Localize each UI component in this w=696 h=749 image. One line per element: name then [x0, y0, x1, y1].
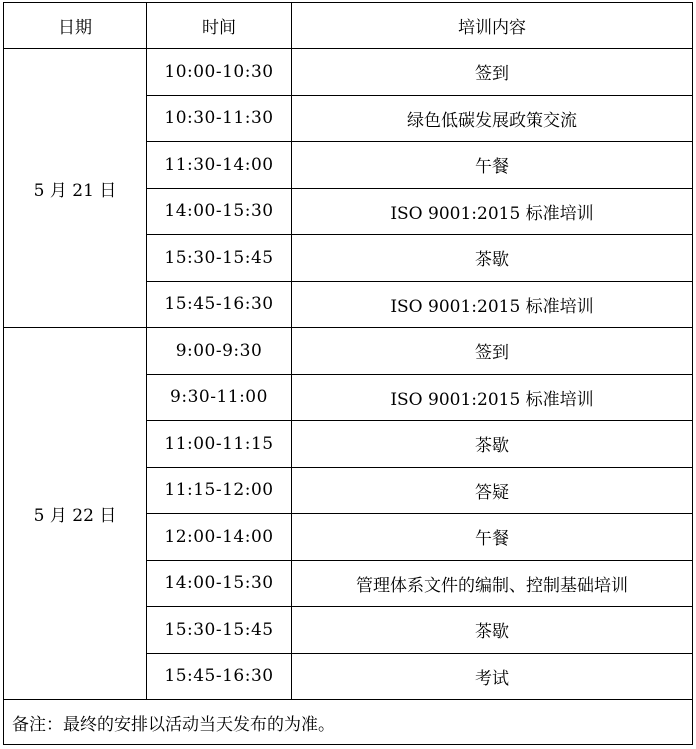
time-cell: 10:30-11:30	[147, 95, 292, 142]
time-cell: 9:00-9:30	[147, 328, 292, 375]
note-row	[4, 700, 693, 745]
time-cell: 15:45-16:30	[147, 653, 292, 700]
time-cell: 15:30-15:45	[147, 607, 292, 654]
header-time: 时间	[147, 3, 292, 49]
content-cell: 茶歇	[292, 607, 693, 654]
content-cell: 管理体系文件的编制、控制基础培训	[292, 560, 693, 607]
time-cell: 10:00-10:30	[147, 49, 292, 96]
time-cell: 14:00-15:30	[147, 188, 292, 235]
date-cell: 5 月 22 日	[4, 328, 147, 700]
time-cell: 9:30-11:00	[147, 374, 292, 421]
time-cell: 14:00-15:30	[147, 560, 292, 607]
content-cell: 茶歇	[292, 421, 693, 468]
note-text: 备注：最终的安排以活动当天发布的为准。	[4, 700, 693, 745]
content-cell: ISO 9001:2015 标准培训	[292, 188, 693, 235]
table-row	[4, 328, 693, 375]
training-schedule-table	[3, 2, 693, 745]
time-cell: 11:15-12:00	[147, 467, 292, 514]
time-cell: 15:45-16:30	[147, 281, 292, 328]
content-cell: 答疑	[292, 467, 693, 514]
content-cell: 签到	[292, 49, 693, 96]
content-cell: 考试	[292, 653, 693, 700]
table-body	[4, 49, 693, 700]
table-header-row	[4, 3, 693, 49]
header-date: 日期	[4, 3, 147, 49]
content-cell: ISO 9001:2015 标准培训	[292, 281, 693, 328]
content-cell: 签到	[292, 328, 693, 375]
date-cell: 5 月 21 日	[4, 49, 147, 328]
time-cell: 11:00-11:15	[147, 421, 292, 468]
content-cell: 茶歇	[292, 235, 693, 282]
table-row	[4, 49, 693, 96]
content-cell: 绿色低碳发展政策交流	[292, 95, 693, 142]
content-cell: 午餐	[292, 142, 693, 189]
header-content: 培训内容	[292, 3, 693, 49]
content-cell: 午餐	[292, 514, 693, 561]
time-cell: 15:30-15:45	[147, 235, 292, 282]
content-cell: ISO 9001:2015 标准培训	[292, 374, 693, 421]
time-cell: 11:30-14:00	[147, 142, 292, 189]
time-cell: 12:00-14:00	[147, 514, 292, 561]
